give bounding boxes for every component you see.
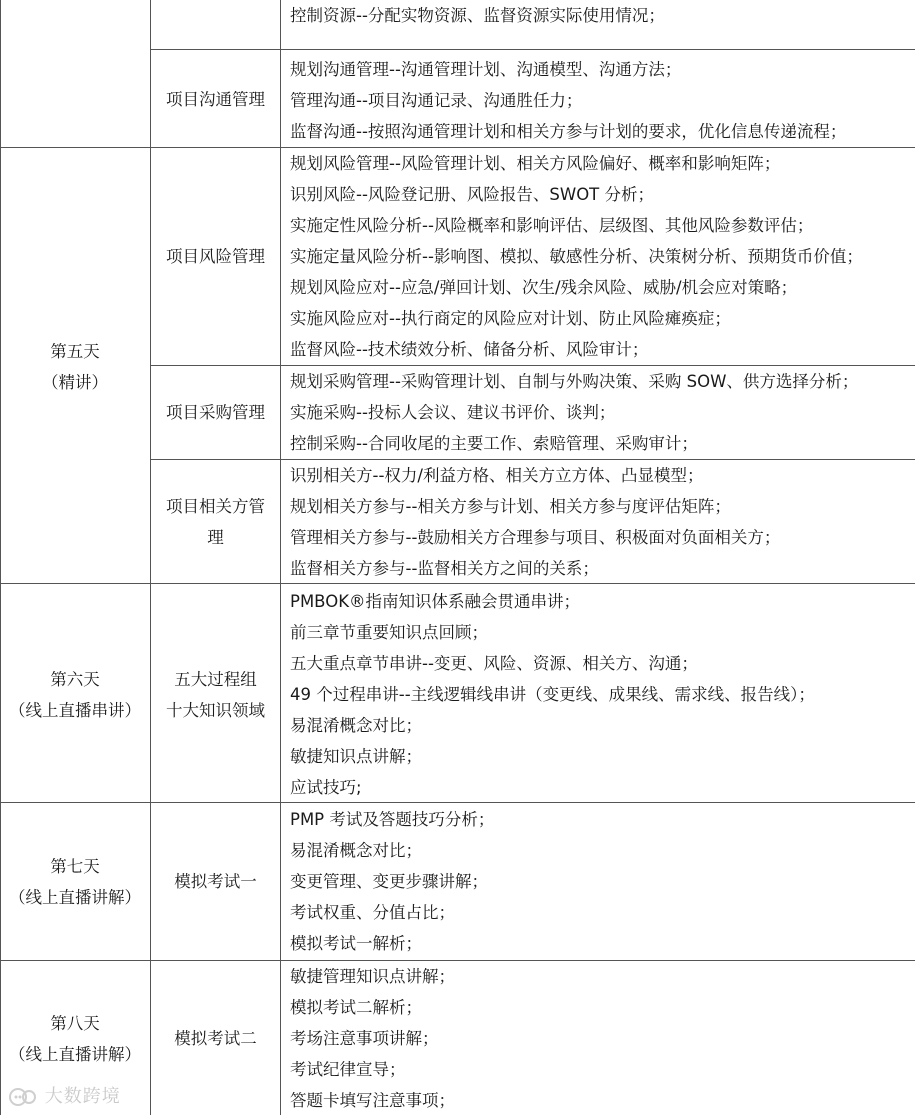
- content-item: 规划风险应对--应急/弹回计划、次生/残余风险、威胁/机会应对策略；: [290, 278, 798, 297]
- column-divider-module: [280, 0, 281, 1115]
- row-divider: [150, 49, 915, 50]
- content-item: 实施采购--投标人会议、建议书评价、谈判；: [290, 403, 616, 422]
- content-item: 敏捷管理知识点讲解；: [290, 967, 455, 986]
- content-item: 变更管理、变更步骤讲解；: [290, 872, 488, 891]
- watermark-text: 大数跨境: [44, 1086, 121, 1107]
- content-item: 识别相关方--权力/利益方格、相关方立方体、凸显模型；: [290, 466, 704, 485]
- module-label: 项目采购管理: [166, 403, 265, 422]
- module-label: 模拟考试一: [174, 872, 257, 891]
- day-cell-day5: [0, 336, 150, 398]
- content-items-review: [290, 586, 912, 803]
- content-item: 考场注意事项讲解；: [290, 1029, 439, 1048]
- content-item: 实施定量风险分析--影响图、模拟、敏感性分析、决策树分析、预期货币价值；: [290, 247, 863, 266]
- content-items-risk: [290, 148, 912, 365]
- module-cell-mock-exam-2: [151, 1023, 280, 1054]
- content-item: 考试纪律宣导；: [290, 1060, 406, 1079]
- content-item: 模拟考试一解析；: [290, 934, 422, 953]
- content-item: 答题卡填写注意事项；: [290, 1091, 455, 1110]
- day-sublabel: （线上直播讲解）: [9, 888, 141, 907]
- watermark: [8, 1084, 121, 1110]
- content-item: 规划风险管理--风险管理计划、相关方风险偏好、概率和影响矩阵；: [290, 154, 781, 173]
- content-items-resources: [290, 0, 912, 31]
- content-items-mock-exam-2: [290, 961, 912, 1116]
- content-item: 应试技巧;: [290, 778, 362, 797]
- content-item: 监督相关方参与--监督相关方之间的关系；: [290, 559, 599, 578]
- content-item: 49 个过程串讲--主线逻辑线串讲（变更线、成果线、需求线、报告线）；: [290, 685, 815, 704]
- content-item: 控制采购--合同收尾的主要工作、索赔管理、采购审计；: [290, 434, 698, 453]
- day-cell-day7: [0, 851, 150, 913]
- day-label: 第七天: [50, 857, 100, 876]
- content-item: 识别风险--风险登记册、风险报告、SWOT 分析；: [290, 185, 655, 204]
- module-label: 理: [207, 528, 224, 547]
- module-label: 项目风险管理: [166, 247, 265, 266]
- content-item: 实施风险应对--执行商定的风险应对计划、防止风险瘫痪症；: [290, 309, 731, 328]
- content-items-mock-exam-1: [290, 804, 912, 959]
- content-item: 易混淆概念对比；: [290, 716, 422, 735]
- content-item: 敏捷知识点讲解；: [290, 747, 422, 766]
- content-item: 前三章节重要知识点回顾；: [290, 623, 488, 642]
- module-cell-risk: [151, 241, 280, 272]
- content-item: 监督风险--技术绩效分析、储备分析、风险审计；: [290, 340, 649, 359]
- day-cell-day8: [0, 1008, 150, 1070]
- day-sublabel: （线上直播讲解）: [9, 1045, 141, 1064]
- module-label: 五大过程组: [174, 670, 257, 689]
- content-items-stakeholders: [290, 460, 912, 584]
- content-item: 监督沟通--按照沟通管理计划和相关方参与计划的要求，优化信息传递流程；: [290, 122, 847, 141]
- module-label: 十大知识领域: [166, 701, 265, 720]
- content-item: 管理相关方参与--鼓励相关方合理参与项目、积极面对负面相关方；: [290, 528, 781, 547]
- content-item: 规划相关方参与--相关方参与计划、相关方参与度评估矩阵；: [290, 497, 731, 516]
- day-cell-day6: [0, 664, 150, 726]
- content-item: 考试权重、分值占比；: [290, 903, 455, 922]
- module-cell-stakeholders: [151, 491, 280, 553]
- content-item: 模拟考试二解析；: [290, 998, 422, 1017]
- content-item: 实施定性风险分析--风险概率和影响评估、层级图、其他风险参数评估；: [290, 216, 814, 235]
- chat-bubble-logo-icon: [8, 1086, 38, 1108]
- content-items-procurement: [290, 366, 912, 459]
- module-label: 模拟考试二: [174, 1029, 257, 1048]
- day-label: 第八天: [50, 1014, 100, 1033]
- content-item: PMBOK®指南知识体系融会贯通串讲；: [290, 592, 581, 611]
- content-item: 规划采购管理--采购管理计划、自制与外购决策、采购 SOW、供方选择分析；: [290, 372, 859, 391]
- content-item: 易混淆概念对比；: [290, 841, 422, 860]
- content-item: 控制资源--分配实物资源、监督资源实际使用情况；: [290, 6, 665, 25]
- content-item: PMP 考试及答题技巧分析；: [290, 810, 495, 829]
- content-items-communications: [290, 54, 912, 147]
- table-border-left: [0, 0, 1, 1115]
- day-sublabel: （精讲）: [42, 373, 108, 392]
- day-label: 第六天: [50, 670, 100, 689]
- content-item: 规划沟通管理--沟通管理计划、沟通模型、沟通方法；: [290, 60, 682, 79]
- day-label: 第五天: [50, 342, 100, 361]
- content-item: 管理沟通--项目沟通记录、沟通胜任力；: [290, 91, 583, 110]
- content-item: 五大重点章节串讲--变更、风险、资源、相关方、沟通；: [290, 654, 698, 673]
- module-cell-communications: [151, 84, 280, 115]
- module-label: 项目相关方管: [166, 497, 265, 516]
- module-label: 项目沟通管理: [166, 90, 265, 109]
- module-cell-procurement: [151, 397, 280, 428]
- column-divider-day: [150, 0, 151, 1115]
- module-cell-mock-exam-1: [151, 866, 280, 897]
- module-cell-review: [151, 664, 280, 726]
- day-sublabel: （线上直播串讲）: [9, 701, 141, 720]
